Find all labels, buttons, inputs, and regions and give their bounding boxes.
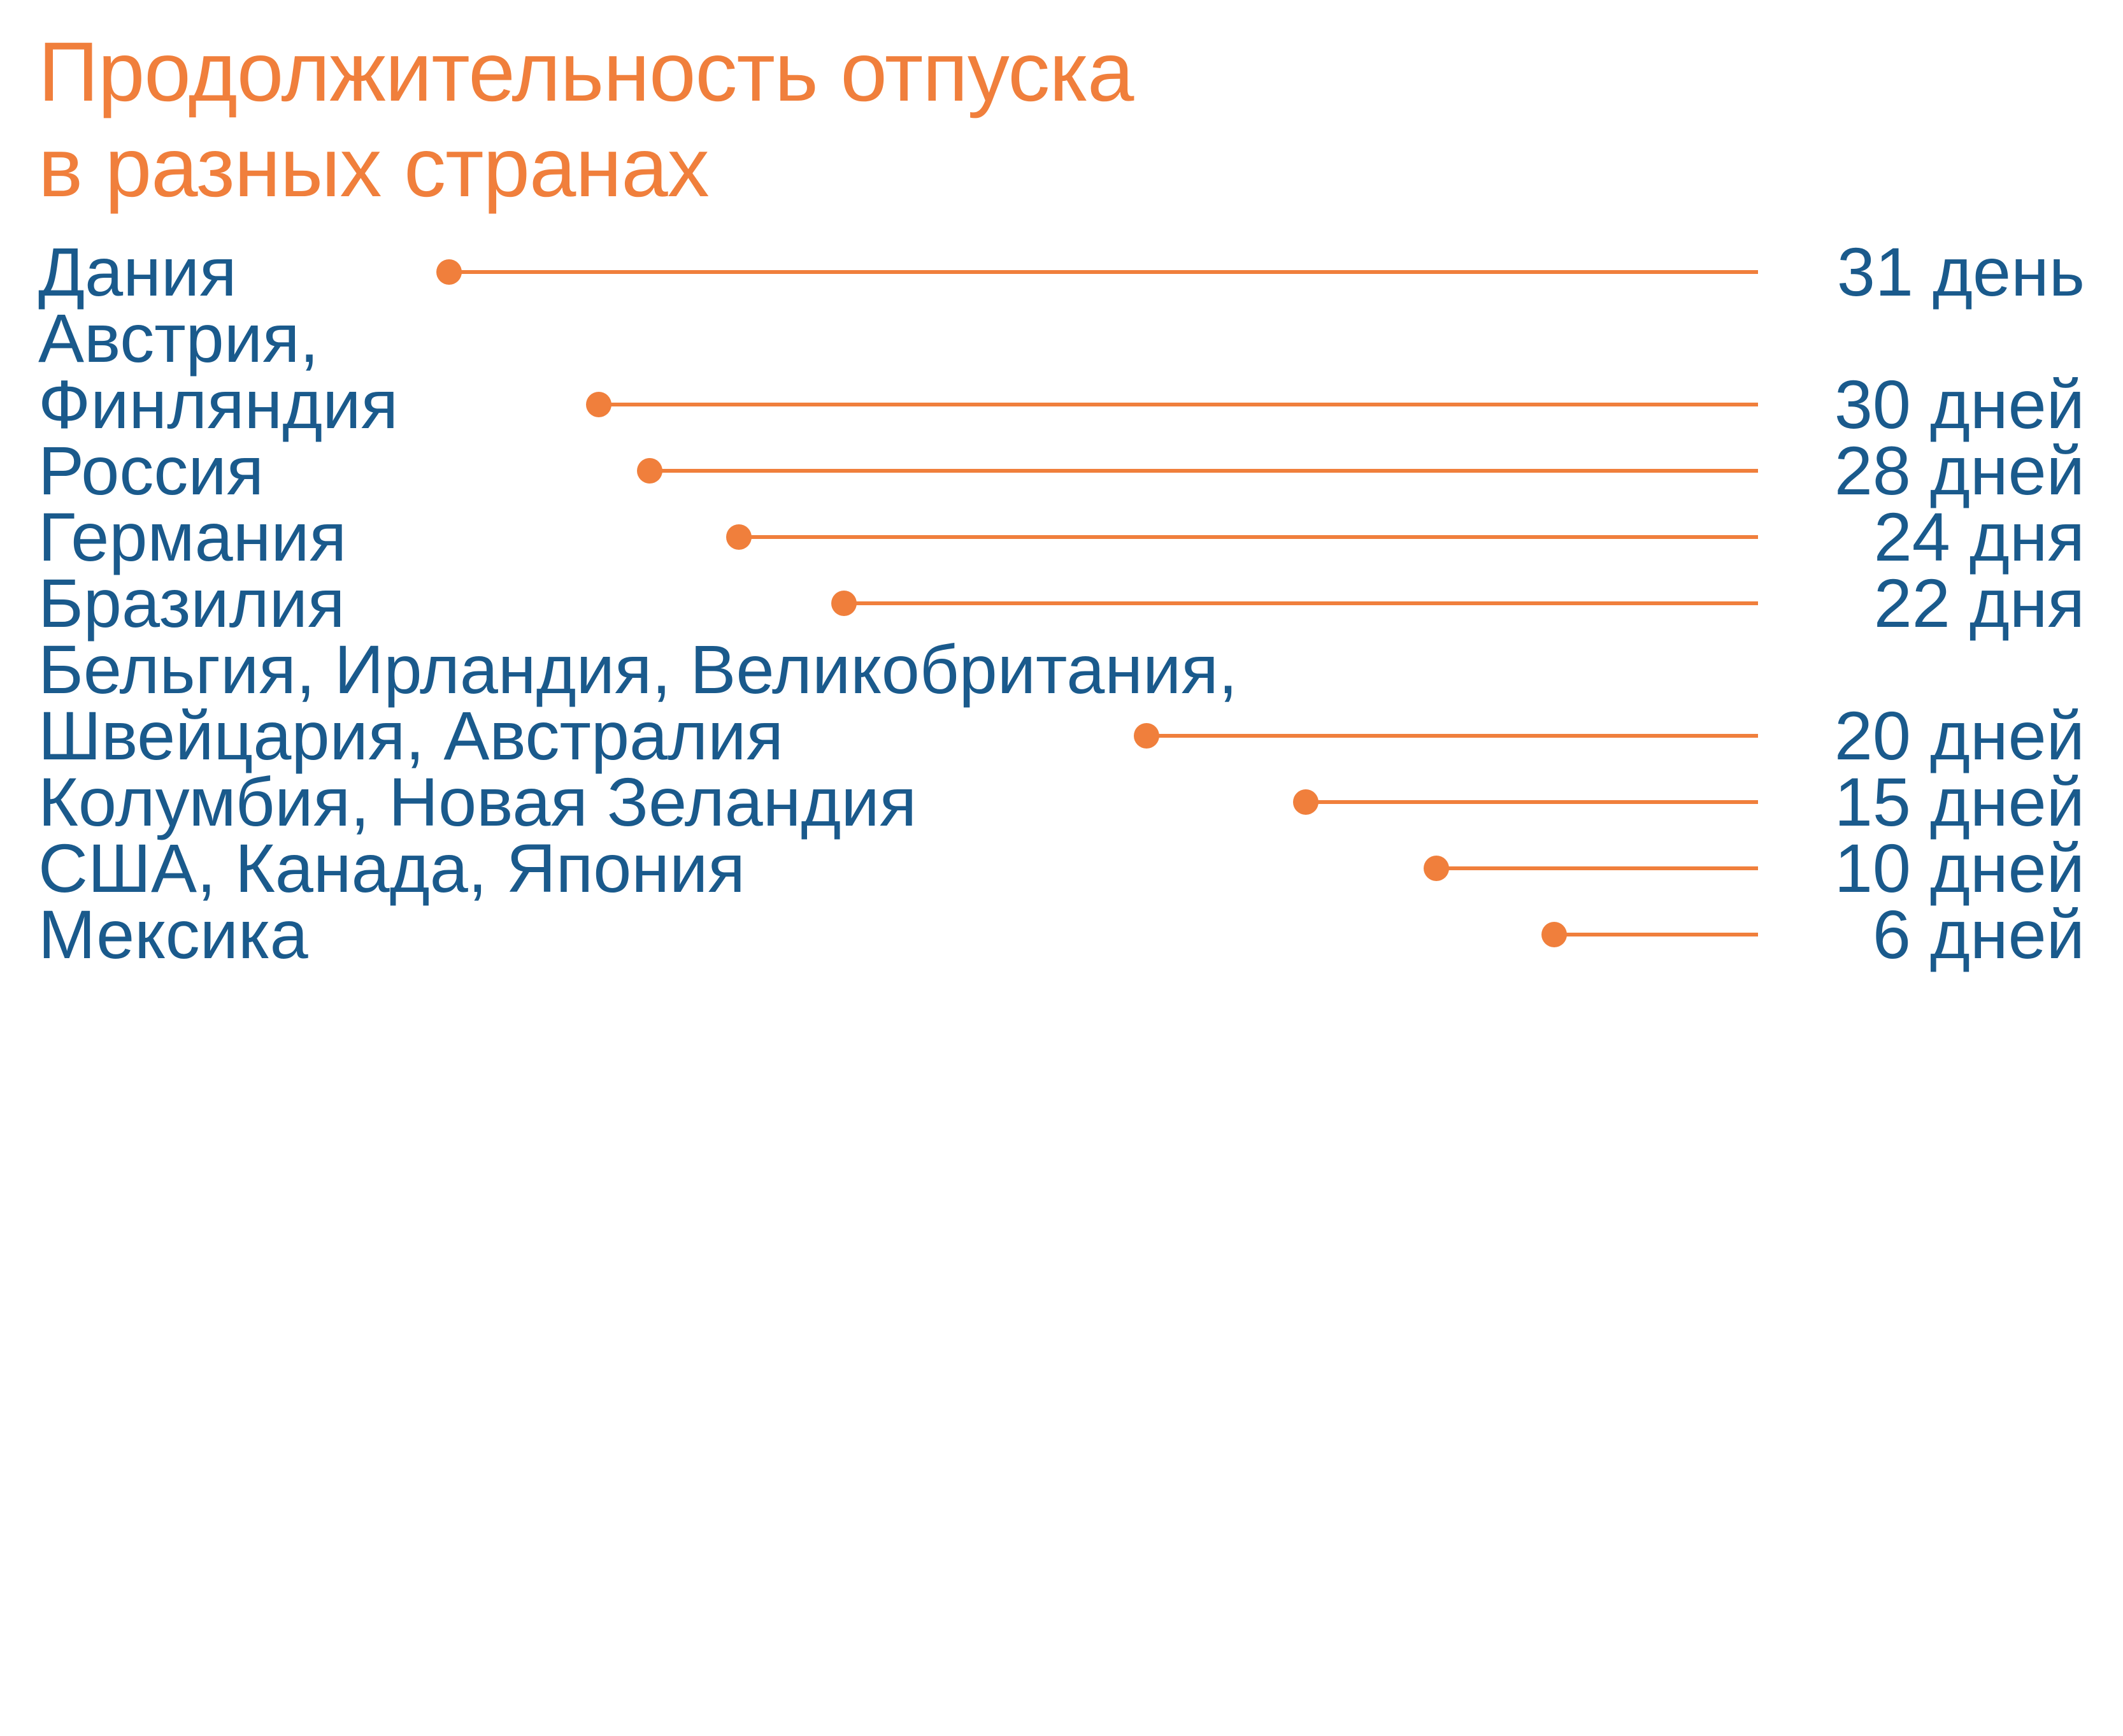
country-label: Финляндия	[38, 365, 399, 443]
chart-row	[38, 299, 2085, 377]
connector-line	[1147, 734, 1758, 738]
connector-line	[650, 469, 1758, 473]
connector-line	[844, 601, 1758, 605]
data-point-dot	[1541, 922, 1567, 947]
data-point-dot	[637, 458, 662, 484]
chart-row	[38, 233, 2085, 310]
value-label: 22 дня	[1873, 564, 2085, 642]
value-label: 24 дня	[1873, 498, 2085, 575]
value-label: 6 дней	[1872, 895, 2085, 973]
chart-row	[38, 696, 2085, 774]
connector-line	[739, 535, 1758, 539]
value-label: 31 день	[1836, 233, 2085, 310]
chart-row	[38, 895, 2085, 973]
data-point-dot	[1293, 789, 1319, 815]
connector-line	[1554, 933, 1758, 936]
chart-row	[38, 431, 2085, 509]
country-label: Мексика	[38, 895, 308, 973]
data-point-dot	[831, 591, 857, 616]
value-label: 15 дней	[1834, 763, 2085, 840]
value-label: 28 дней	[1834, 431, 2085, 509]
country-label: Швейцария, Австралия	[38, 696, 783, 774]
country-label: Бразилия	[38, 564, 345, 642]
country-label: Россия	[38, 431, 264, 509]
chart-row	[38, 829, 2085, 907]
data-point-dot	[726, 524, 752, 550]
vacation-duration-chart	[38, 233, 2085, 973]
data-point-dot	[1134, 723, 1159, 749]
connector-line	[449, 270, 1758, 274]
country-label: Австрия,	[38, 299, 319, 377]
country-label: Дания	[38, 233, 237, 310]
chart-row	[38, 630, 2085, 708]
country-label: Германия	[38, 498, 347, 575]
connector-line	[1306, 800, 1758, 804]
data-point-dot	[586, 392, 611, 417]
connector-line	[1436, 866, 1758, 870]
country-label: США, Канада, Япония	[38, 829, 745, 907]
country-label: Колумбия, Новая Зеландия	[38, 763, 917, 840]
chart-row	[38, 365, 2085, 443]
chart-row	[38, 498, 2085, 575]
value-label: 30 дней	[1834, 365, 2085, 443]
value-label: 10 дней	[1834, 829, 2085, 907]
connector-line	[599, 403, 1758, 406]
value-label: 20 дней	[1834, 696, 2085, 774]
chart-row	[38, 564, 2085, 642]
country-label: Бельгия, Ирландия, Великобритания,	[38, 630, 1238, 708]
data-point-dot	[436, 259, 462, 285]
chart-row	[38, 763, 2085, 840]
data-point-dot	[1424, 856, 1449, 881]
page-title: Продолжительность отпуска в разных странах	[38, 25, 1134, 215]
